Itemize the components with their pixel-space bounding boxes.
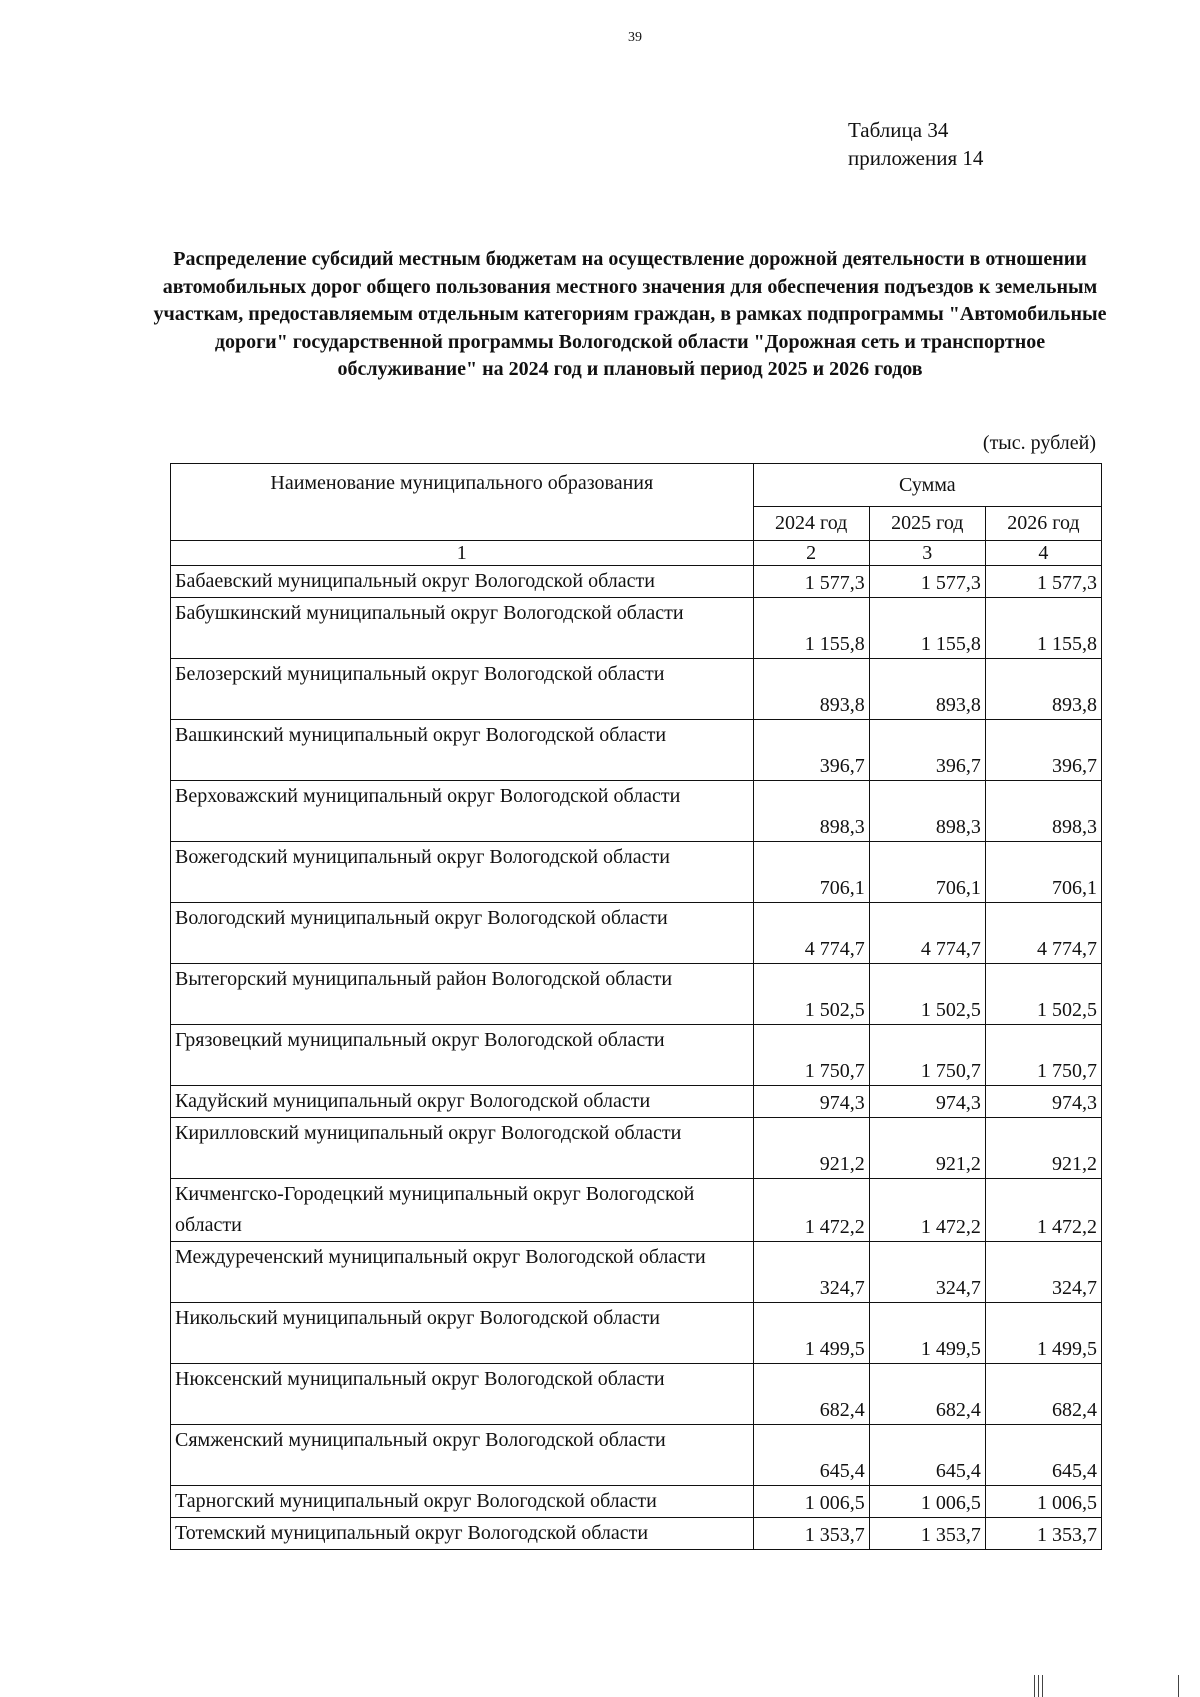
amount-2025-cell: 682,4 — [869, 1364, 985, 1425]
amount-2025-cell: 706,1 — [869, 842, 985, 903]
amount-2024-cell: 706,1 — [753, 842, 869, 903]
subsidy-table — [170, 463, 1102, 1550]
amount-2025-cell: 1 502,5 — [869, 964, 985, 1025]
amount-2024-cell: 974,3 — [753, 1086, 869, 1118]
amount-2026-cell: 324,7 — [985, 1242, 1101, 1303]
amount-2025-cell: 1 155,8 — [869, 598, 985, 659]
municipality-name-cell: Вытегорский муниципальный район Вологодской области — [171, 964, 754, 1025]
amount-2026-cell: 1 502,5 — [985, 964, 1101, 1025]
municipality-name-cell: Междуреченский муниципальный округ Вологодской области — [171, 1242, 754, 1303]
amount-2025-cell: 898,3 — [869, 781, 985, 842]
table-row — [171, 1303, 1102, 1364]
amount-2026-cell: 1 577,3 — [985, 566, 1101, 598]
municipality-name-cell: Тотемский муниципальный округ Вологодской области — [171, 1518, 754, 1550]
amount-2026-cell: 645,4 — [985, 1425, 1101, 1486]
table-row — [171, 842, 1102, 903]
table-row — [171, 1486, 1102, 1518]
table-body — [171, 566, 1102, 1550]
table-reference — [848, 116, 983, 172]
amount-2024-cell: 1 006,5 — [753, 1486, 869, 1518]
amount-2026-cell: 974,3 — [985, 1086, 1101, 1118]
municipality-name-cell: Вашкинский муниципальный округ Вологодской области — [171, 720, 754, 781]
table-row — [171, 598, 1102, 659]
header-year-2025: 2025 год — [869, 507, 985, 541]
amount-2025-cell: 1 353,7 — [869, 1518, 985, 1550]
municipality-name-cell: Грязовецкий муниципальный округ Вологодской области — [171, 1025, 754, 1086]
amount-2026-cell: 1 750,7 — [985, 1025, 1101, 1086]
table-row — [171, 781, 1102, 842]
page-number: 39 — [628, 30, 642, 45]
amount-2024-cell: 1 577,3 — [753, 566, 869, 598]
amount-2025-cell: 4 774,7 — [869, 903, 985, 964]
column-number: 1 — [171, 541, 754, 566]
amount-2025-cell: 893,8 — [869, 659, 985, 720]
municipality-name-cell: Бабаевский муниципальный округ Вологодской области — [171, 566, 754, 598]
amount-2025-cell: 1 577,3 — [869, 566, 985, 598]
municipality-name-cell: Бабушкинский муниципальный округ Вологодской области — [171, 598, 754, 659]
column-number: 4 — [985, 541, 1101, 566]
amount-2024-cell: 682,4 — [753, 1364, 869, 1425]
amount-2024-cell: 1 502,5 — [753, 964, 869, 1025]
amount-2026-cell: 1 353,7 — [985, 1518, 1101, 1550]
amount-2024-cell: 4 774,7 — [753, 903, 869, 964]
amount-2025-cell: 645,4 — [869, 1425, 985, 1486]
municipality-name-cell: Тарногский муниципальный округ Вологодской области — [171, 1486, 754, 1518]
amount-2025-cell: 921,2 — [869, 1118, 985, 1179]
header-sum: Сумма — [753, 464, 1101, 507]
header-municipality-name: Наименование муниципального образования — [171, 464, 754, 541]
amount-2025-cell: 1 750,7 — [869, 1025, 985, 1086]
municipality-name-cell: Сямженский муниципальный округ Вологодской области — [171, 1425, 754, 1486]
municipality-name-cell: Вожегодский муниципальный округ Вологодской области — [171, 842, 754, 903]
table-row — [171, 1118, 1102, 1179]
scan-edge-marks — [1000, 1667, 1200, 1697]
municipality-name-cell: Кадуйский муниципальный округ Вологодской области — [171, 1086, 754, 1118]
amount-2026-cell: 1 006,5 — [985, 1486, 1101, 1518]
header-year-2024: 2024 год — [753, 507, 869, 541]
table-row — [171, 1025, 1102, 1086]
column-number: 3 — [869, 541, 985, 566]
municipality-name-cell: Кирилловский муниципальный округ Вологодской области — [171, 1118, 754, 1179]
table-row — [171, 566, 1102, 598]
amount-2025-cell: 1 006,5 — [869, 1486, 985, 1518]
municipality-name-cell: Вологодский муниципальный округ Вологодской области — [171, 903, 754, 964]
table-row — [171, 720, 1102, 781]
table-row — [171, 1364, 1102, 1425]
table-row — [171, 1425, 1102, 1486]
amount-2026-cell: 898,3 — [985, 781, 1101, 842]
table-row — [171, 1086, 1102, 1118]
amount-2026-cell: 893,8 — [985, 659, 1101, 720]
amount-2026-cell: 706,1 — [985, 842, 1101, 903]
column-number: 2 — [753, 541, 869, 566]
amount-2026-cell: 921,2 — [985, 1118, 1101, 1179]
units-label: (тыс. рублей) — [982, 432, 1096, 454]
table-row — [171, 1518, 1102, 1550]
municipality-name-cell: Нюксенский муниципальный округ Вологодской области — [171, 1364, 754, 1425]
header-year-2026: 2026 год — [985, 507, 1101, 541]
amount-2024-cell: 1 750,7 — [753, 1025, 869, 1086]
amount-2024-cell: 1 155,8 — [753, 598, 869, 659]
amount-2025-cell: 324,7 — [869, 1242, 985, 1303]
table-row — [171, 1242, 1102, 1303]
amount-2024-cell: 396,7 — [753, 720, 869, 781]
municipality-name-cell: Кичменгско-Городецкий муниципальный округ Вологодской области — [171, 1179, 754, 1242]
amount-2024-cell: 893,8 — [753, 659, 869, 720]
table-row — [171, 1179, 1102, 1242]
amount-2026-cell: 682,4 — [985, 1364, 1101, 1425]
table-row — [171, 964, 1102, 1025]
appendix-number: приложения 14 — [848, 146, 984, 170]
amount-2025-cell: 974,3 — [869, 1086, 985, 1118]
amount-2024-cell: 898,3 — [753, 781, 869, 842]
amount-2024-cell: 1 499,5 — [753, 1303, 869, 1364]
document-title: Распределение субсидий местным бюджетам на осуществление дорожной деятельности в отношении автомобильных дорог общего пользования местного значения для обеспечения подъездов к земельным участкам, предоставляемым отдельным категориям граждан, в рамках подпрограммы "Автомобильные дороги" государственной программы Вологодской области "Дорожная сеть и транспортное обслуживание" на 2024 год и плановый период 2025 и 2026 годов — [153, 248, 1107, 380]
amount-2026-cell: 1 472,2 — [985, 1179, 1101, 1242]
subsidy-table-container — [170, 463, 1102, 1550]
municipality-name-cell: Белозерский муниципальный округ Вологодской области — [171, 659, 754, 720]
table-number: Таблица 34 — [848, 118, 949, 142]
amount-2026-cell: 4 774,7 — [985, 903, 1101, 964]
amount-2024-cell: 324,7 — [753, 1242, 869, 1303]
municipality-name-cell: Верховажский муниципальный округ Вологодской области — [171, 781, 754, 842]
amount-2025-cell: 396,7 — [869, 720, 985, 781]
amount-2026-cell: 396,7 — [985, 720, 1101, 781]
amount-2026-cell: 1 499,5 — [985, 1303, 1101, 1364]
table-row — [171, 903, 1102, 964]
amount-2024-cell: 921,2 — [753, 1118, 869, 1179]
amount-2024-cell: 1 353,7 — [753, 1518, 869, 1550]
amount-2024-cell: 645,4 — [753, 1425, 869, 1486]
amount-2024-cell: 1 472,2 — [753, 1179, 869, 1242]
table-row — [171, 659, 1102, 720]
amount-2025-cell: 1 472,2 — [869, 1179, 985, 1242]
amount-2025-cell: 1 499,5 — [869, 1303, 985, 1364]
municipality-name-cell: Никольский муниципальный округ Вологодской области — [171, 1303, 754, 1364]
amount-2026-cell: 1 155,8 — [985, 598, 1101, 659]
